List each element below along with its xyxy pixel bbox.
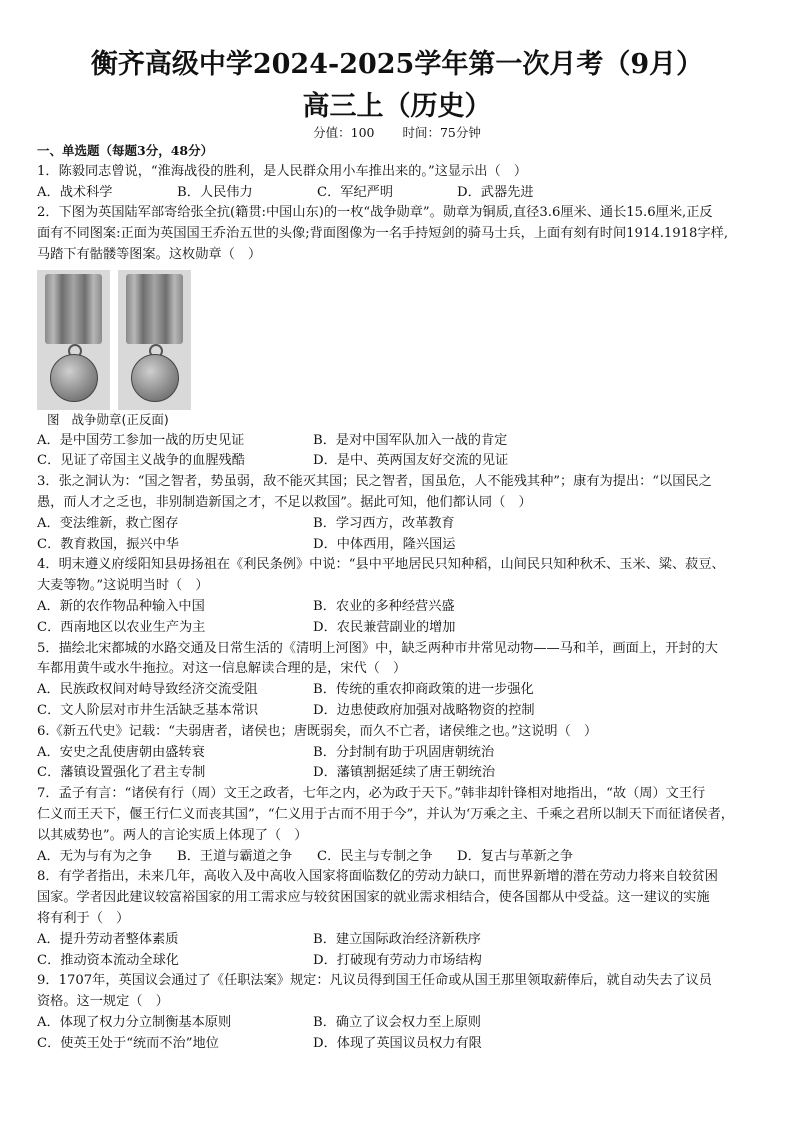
- option-a: A．民族政权间对峙导致经济交流受阻: [37, 682, 258, 698]
- question-stem-line: 2．下图为英国陆军部寄给张全抗(籍贯:中国山东)的一枚“战争勋章”。勋章为铜质,直径3.6厘米、通长15.6厘米,正反: [37, 205, 713, 221]
- options-row: [37, 535, 759, 556]
- option-d: D．复古与革新之争: [457, 848, 574, 864]
- options-row: [37, 847, 759, 868]
- option-c: C．西南地区以农业生产为主: [37, 619, 206, 635]
- option-c: C．教育救国，振兴中华: [37, 536, 179, 552]
- question-stem-line: 1．陈毅同志曾说，“淮海战役的胜利，是人民群众用小车推出来的。”这显示出（ ）: [37, 163, 528, 179]
- question-4: [37, 555, 759, 638]
- option-a: A．体现了权力分立制衡基本原则: [37, 1014, 232, 1030]
- ribbon-graphic: [126, 274, 183, 344]
- option-a: A．提升劳动者整体素质: [37, 931, 179, 947]
- figure-caption-label: 图: [47, 411, 60, 427]
- exam-meta: [0, 123, 794, 141]
- option-d: D．农民兼营副业的增加: [313, 619, 456, 635]
- option-d: D．体现了英国议员权力有限: [313, 1035, 482, 1051]
- question-stem-line: 车都用黄牛或水牛拖拉。对这一信息解读合理的是，宋代（ ）: [37, 661, 407, 677]
- options-row: [37, 431, 759, 452]
- option-b: B．人民伟力: [177, 184, 253, 200]
- option-b: B．是对中国军队加入一战的肯定: [313, 432, 508, 448]
- options-row: [37, 763, 759, 784]
- options-row: [37, 597, 759, 618]
- option-c: C．文人阶层对市井生活缺乏基本常识: [37, 702, 259, 718]
- section-heading: 一、单选题（每题3分，48分）: [37, 143, 214, 158]
- question-stem-line: 5．描绘北宋都城的水路交通及日常生活的《清明上河图》中，缺乏两种市井常见动物——马和羊，画面上，开封的大: [37, 640, 718, 656]
- medal-back-image: [118, 270, 191, 410]
- question-1: [37, 162, 759, 204]
- option-b: B．确立了议会权力至上原则: [313, 1014, 481, 1030]
- medal-front-image: [37, 270, 110, 410]
- question-stem-line: 大麦等物。”这说明当时（ ）: [37, 578, 209, 594]
- option-a: A．无为与有为之争: [37, 848, 153, 864]
- question-stem-line: 3．张之洞认为：“国之智者，势虽弱，敌不能灭其国；民之智者，国虽危，人不能残其种”；康有为提出：“以国民之: [37, 474, 712, 490]
- options-row: [37, 183, 759, 204]
- question-list: [37, 141, 759, 1054]
- option-c: C．民主与专制之争: [317, 848, 433, 864]
- option-b: B．学习西方，改革教育: [313, 515, 455, 531]
- option-d: D．藩镇割据延续了唐王朝统治: [313, 765, 496, 781]
- question-stem-line: 仁义而王天下，偃王行仁义而丧其国”，“仁义用于古而不用于今”，并认为‘万乘之主、千乘之君所以制天下而征诸侯者，: [37, 806, 734, 822]
- options-row: [37, 1034, 759, 1055]
- exam-title: 衡齐高级中学2024-2025学年第一次月考（9月）: [90, 49, 704, 80]
- option-d: D．边患使政府加强对战略物资的控制: [313, 702, 535, 718]
- options-row: [37, 930, 759, 951]
- option-c: C．军纪严明: [317, 184, 394, 200]
- options-row: [37, 701, 759, 722]
- coin-graphic: [131, 354, 179, 402]
- time-text: 时间：75分钟: [402, 125, 481, 140]
- options-row: [37, 451, 759, 472]
- options-row: [37, 514, 759, 535]
- figure-caption-text: 战争勋章(正反面): [71, 411, 169, 427]
- option-d: D．中体西用，隆兴国运: [313, 536, 456, 552]
- question-stem-line: 以其威势也”。两人的言论实质上体现了（ ）: [37, 827, 308, 843]
- question-8: [37, 867, 759, 971]
- exam-subtitle: 高三上（历史）: [302, 91, 492, 122]
- option-c: C．藩镇设置强化了君主专制: [37, 765, 206, 781]
- question-stem-line: 4．明末遵义府绥阳知县毋扬祖在《利民条例》中说：“县中平地居民只知种稻，山间民只知种秋禾、玉米、粱、菽豆、: [37, 557, 725, 573]
- question-7: [37, 784, 759, 867]
- question-stem-line: 6.《新五代史》记载：“夫弱唐者，诸侯也；唐既弱矣，而久不亡者，诸侯维之也。”这说明（ ）: [37, 723, 598, 739]
- options-row: [37, 680, 759, 701]
- option-c: C．使英王处于“统而不治”地位: [37, 1035, 219, 1051]
- option-a: A．战术科学: [37, 184, 113, 200]
- option-c: C．推动资本流动全球化: [37, 952, 179, 968]
- question-stem-line: 面有不同图案:正面为英国国王乔治五世的头像;背面图像为一名手持短剑的骑马士兵，上面有刻有时间1914.1918字样,: [37, 226, 729, 242]
- score-text: 分值：100: [313, 125, 375, 140]
- option-d: D．武器先进: [457, 184, 534, 200]
- ribbon-graphic: [45, 274, 102, 344]
- option-b: B．传统的重农抑商政策的进一步强化: [313, 682, 534, 698]
- question-stem-line: 国家。学者因此建议较富裕国家的用工需求应与较贫困国家的就业需求相结合，使各国都从中受益。这一建议的实施: [37, 890, 710, 906]
- option-b: B．分封制有助于巩固唐朝统治: [313, 744, 495, 760]
- option-b: B．农业的多种经营兴盛: [313, 598, 455, 614]
- question-2: [37, 203, 759, 472]
- option-a: A．新的农作物品种输入中国: [37, 598, 205, 614]
- option-a: A．是中国劳工参加一战的历史见证: [37, 432, 245, 448]
- question-stem-line: 马踏下有骷髅等图案。这枚勋章（ ）: [37, 246, 262, 262]
- figure-caption: [47, 410, 759, 431]
- medal-photos: [37, 270, 759, 410]
- options-row: [37, 743, 759, 764]
- options-row: [37, 618, 759, 639]
- option-d: D．是中、英两国友好交流的见证: [313, 453, 509, 469]
- question-5: [37, 639, 759, 722]
- option-c: C．见证了帝国主义战争的血腥残酷: [37, 453, 245, 469]
- question-stem-line: 将有利于（ ）: [37, 910, 130, 926]
- options-row: [37, 1013, 759, 1034]
- coin-graphic: [50, 354, 98, 402]
- options-row: [37, 951, 759, 972]
- question-stem-line: 7．孟子有言：“诸侯有行（周）文王之政者，七年之内，必为政于天下。”韩非却针锋相对地指出，“故（周）文王行: [37, 786, 706, 802]
- option-b: B．建立国际政治经济新秩序: [313, 931, 481, 947]
- question-stem-line: 9．1707年，英国议会通过了《任职法案》规定：凡议员得到国王任命或从国王那里领取薪俸后，就自动失去了议员: [37, 973, 712, 989]
- option-b: B．王道与霸道之争: [177, 848, 293, 864]
- option-a: A．变法维新，救亡图存: [37, 515, 179, 531]
- question-stem-line: 愚，而人才之乏也，非别制造新国之才，不足以救国”。据此可知，他们都认同（ ）: [37, 494, 532, 510]
- question-stem-line: 资格。这一规定（ ）: [37, 994, 169, 1010]
- question-6: [37, 722, 759, 784]
- option-d: D．打破现有劳动力市场结构: [313, 952, 482, 968]
- option-a: A．安史之乱使唐朝由盛转衰: [37, 744, 205, 760]
- question-9: [37, 971, 759, 1054]
- question-3: [37, 472, 759, 555]
- question-stem-line: 8．有学者指出，未来几年，高收入及中高收入国家将面临数亿的劳动力缺口，而世界新增的潜在劳动力将来自较贫困: [37, 869, 718, 885]
